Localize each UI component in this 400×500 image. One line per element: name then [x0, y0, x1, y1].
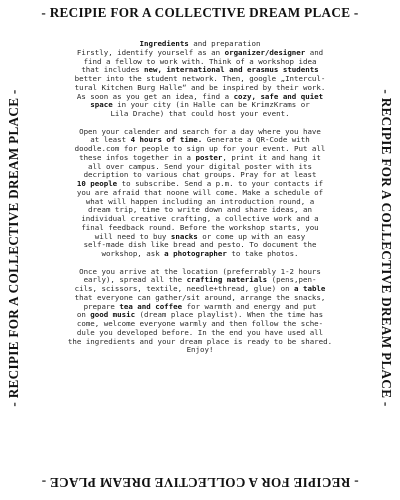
- highlight-text: organizer/designer: [224, 47, 306, 57]
- body-text: and: [305, 47, 324, 57]
- highlight-text: a photographer: [164, 249, 227, 258]
- highlight-text: cozy, safe and quiet: [233, 91, 324, 101]
- body-text: workshop, ask: [101, 249, 165, 258]
- body-text: better into the student network. Then, google „Intercul-: [74, 74, 326, 83]
- body-text: the ingredients and your dream place is ready to be shared.: [67, 336, 333, 346]
- body-text: (pens,pen-: [267, 275, 317, 285]
- recipe-paragraph: [37, 128, 363, 259]
- body-text: Generate a QR-Code with: [202, 135, 310, 145]
- body-text: dule you developed before. In the end you have used all: [76, 327, 324, 337]
- body-text: or come up with an easy: [197, 231, 306, 241]
- body-text: on: [76, 310, 91, 320]
- body-text: Open your calender and search for a day where you have: [79, 126, 321, 136]
- body-text: prepare: [83, 301, 120, 311]
- body-text: to subscribe. Send a p.m. to your contacts if: [117, 179, 324, 188]
- frame-title-top: - RECIPIE FOR A COLLECTIVE DREAM PLACE -: [41, 5, 359, 20]
- frame-title-left: - RECIPIE FOR A COLLECTIVE DREAM PLACE -: [6, 89, 21, 407]
- body-text: in your city (in Halle can be KrimzKrams or: [112, 100, 310, 110]
- body-text: what will happen including an introduction round, a: [85, 196, 315, 206]
- recipe-paragraph: [37, 40, 363, 119]
- body-text: all over campus. Send your digital poster with its: [88, 161, 312, 171]
- recipe-paragraph: [37, 268, 363, 356]
- body-text: Enjoy!: [186, 345, 214, 355]
- frame-title-bottom: - RECIPIE FOR A COLLECTIVE DREAM PLACE -: [41, 475, 359, 490]
- body-text: As soon as you get an idea, find a: [76, 91, 234, 101]
- body-text: Once you arrive at the location (preferrably 1-2 hours: [79, 266, 321, 276]
- highlight-text: Ingredients: [139, 40, 189, 48]
- highlight-text: new, international and erasmus students: [144, 65, 319, 75]
- body-text: find a fellow to work with. Think of a workshop idea: [83, 56, 317, 66]
- body-text: tural Kitchen Burg Halle“ and be inspired by their work.: [74, 82, 326, 92]
- frame-title-right: - RECIPIE FOR A COLLECTIVE DREAM PLACE -: [379, 89, 394, 407]
- body-text: (dream place playlist). When the time has: [135, 310, 324, 320]
- body-text: that includes: [81, 65, 145, 75]
- highlight-text: good music: [90, 310, 136, 320]
- highlight-text: tea and coffee: [119, 301, 183, 311]
- body-text: Firstly, identify yourself as an: [76, 47, 225, 57]
- body-text: final feedback round. Before the workshop starts, you: [81, 222, 319, 232]
- body-text: self-made dish like bread and pesto. To document the: [83, 240, 317, 250]
- highlight-text: a table: [294, 284, 326, 293]
- body-text: at least: [90, 135, 131, 145]
- body-text: will need to buy: [94, 231, 171, 241]
- body-text: these infos together in a: [79, 152, 196, 162]
- highlight-text: 4 hours of time.: [130, 135, 203, 145]
- body-text: come, welcome everyone warmly and then follow the sche-: [76, 319, 324, 328]
- highlight-text: 10 people: [76, 179, 118, 188]
- highlight-text: crafting materials: [186, 275, 268, 285]
- body-text: Lila Drache) that could host your event.: [110, 109, 290, 118]
- highlight-text: space: [90, 100, 113, 110]
- recipe-body: [37, 40, 363, 470]
- highlight-text: poster: [195, 152, 223, 162]
- body-text: early), spread all the: [83, 275, 187, 285]
- body-text: doodle.com for people to sign up for your event. Put all: [74, 144, 326, 153]
- highlight-text: snacks: [170, 231, 198, 241]
- body-text: for warmth and energy and put: [182, 301, 317, 311]
- body-text: to take photos.: [226, 249, 299, 258]
- body-text: you are afraid that noone will come. Make a schedule of: [76, 187, 324, 197]
- body-text: dream trip, time to write down and share ideas, an: [88, 205, 312, 215]
- body-text: decription to various chat groups. Pray for at least: [83, 170, 317, 180]
- body-text: that everyone can gather/sit around, arrange the snacks,: [74, 292, 326, 302]
- body-text: cils, scissors, textile, needle+thread, glue) on: [74, 284, 295, 293]
- body-text: individual creative crafting, a collective work and a: [81, 214, 319, 223]
- body-text: and preparation: [188, 40, 261, 48]
- body-text: , print it and hang it: [222, 152, 321, 162]
